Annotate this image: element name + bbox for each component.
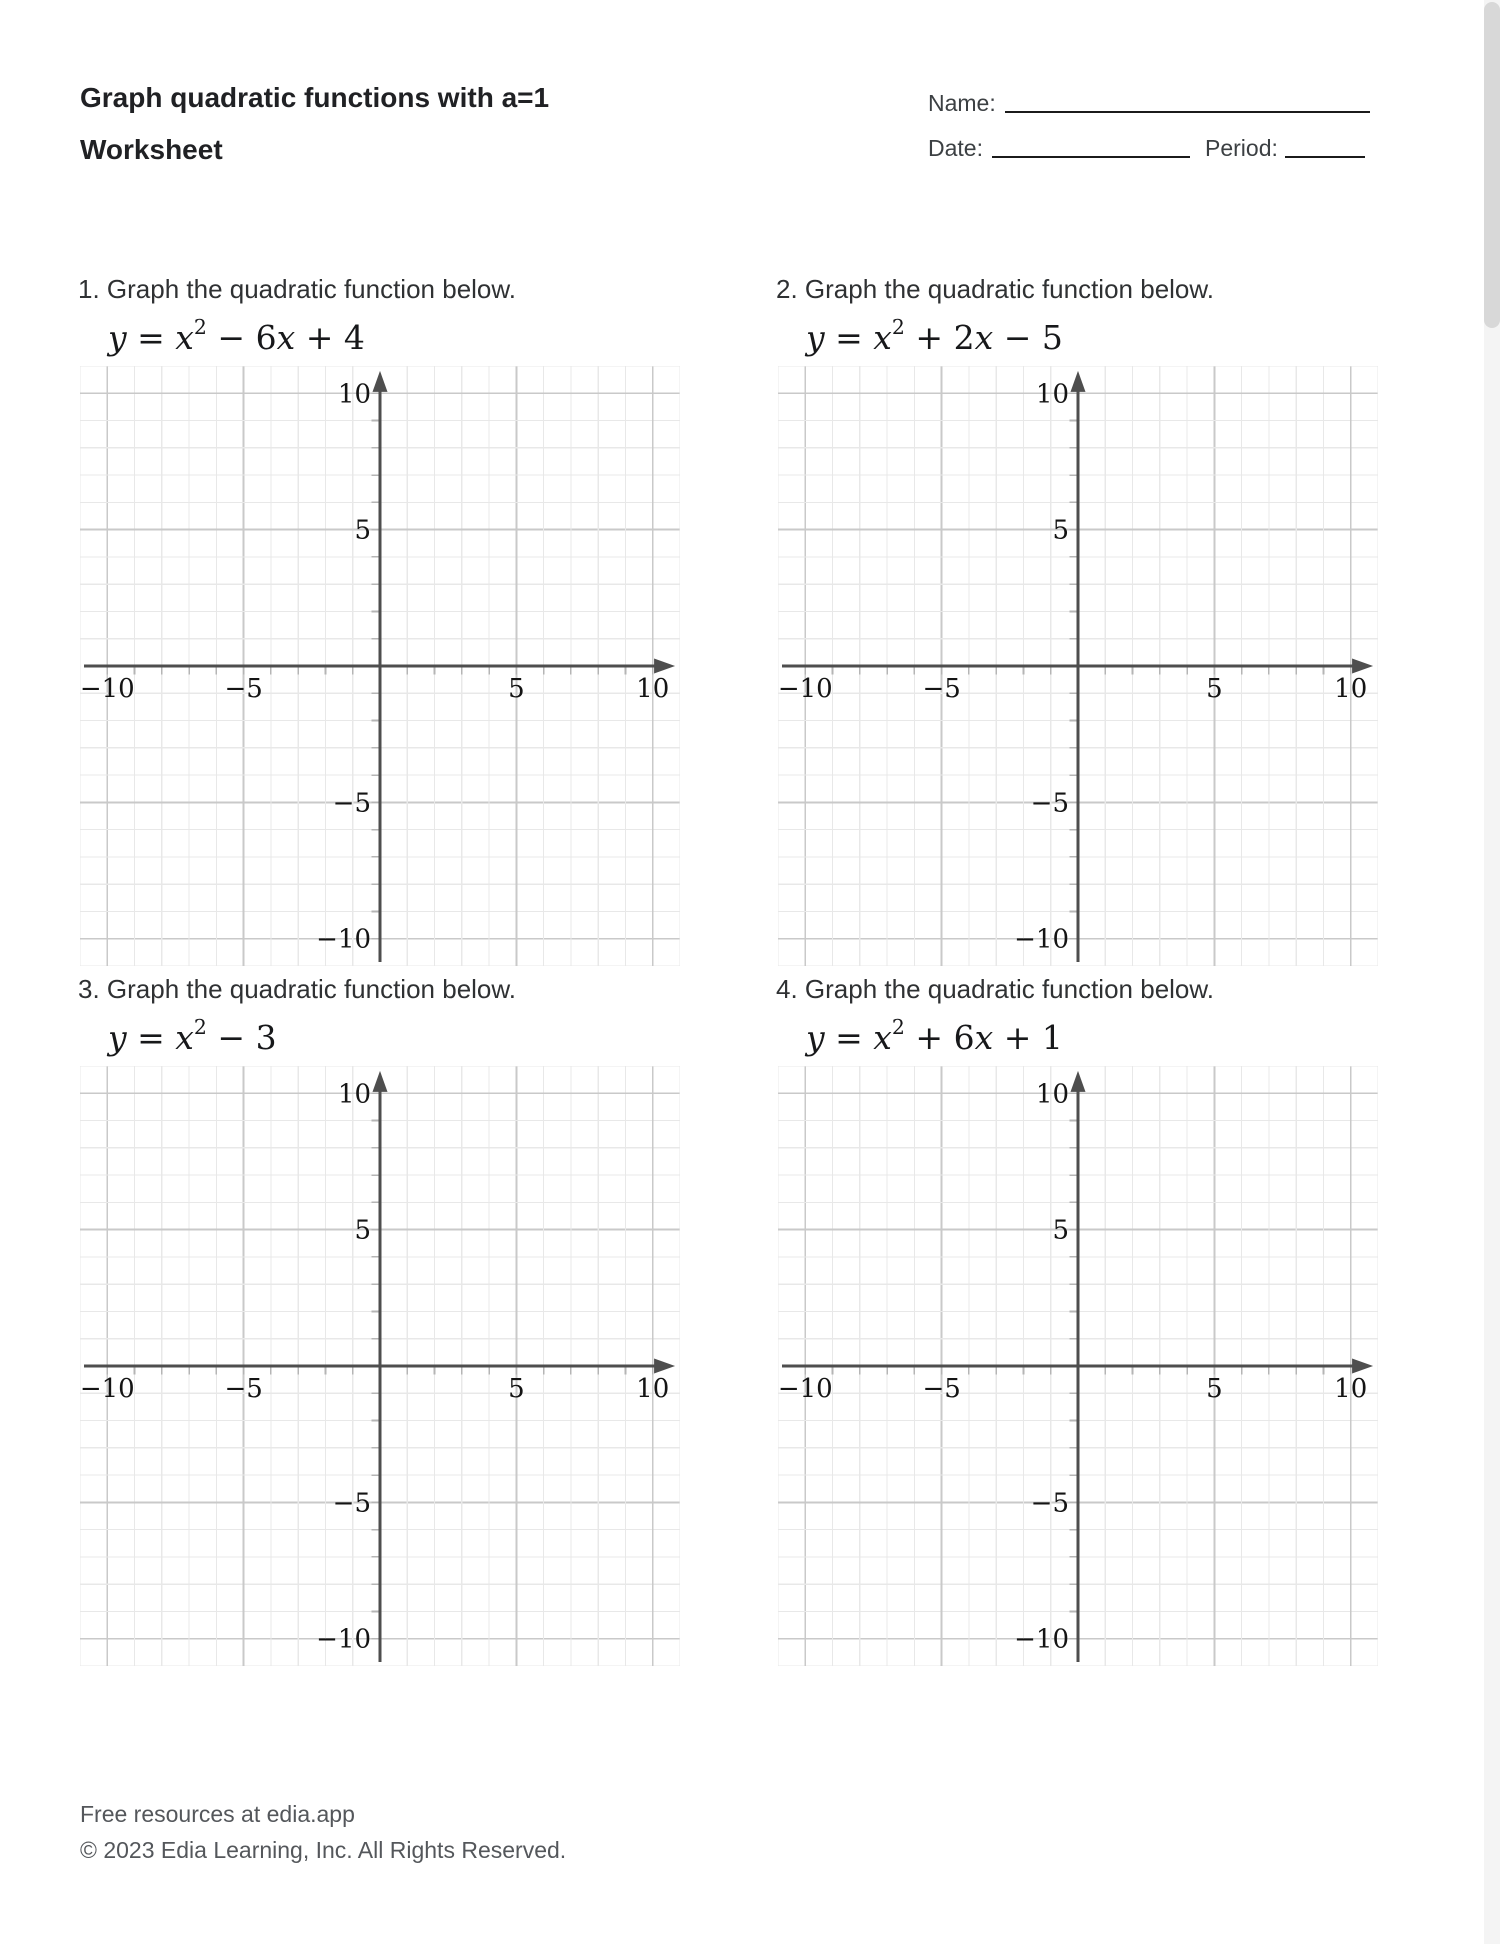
- svg-text:5: 5: [1206, 674, 1223, 704]
- page-footer: [80, 1796, 566, 1868]
- scrollbar-thumb[interactable]: [1484, 2, 1500, 328]
- date-underline: [992, 156, 1190, 158]
- svg-text:10: 10: [1035, 379, 1069, 410]
- page-title-line1: Graph quadratic functions with a=1: [80, 82, 550, 113]
- svg-text:−10: −10: [316, 1624, 371, 1655]
- problem-block: [78, 272, 688, 966]
- page-title: [80, 72, 549, 176]
- svg-text:−5: −5: [224, 674, 263, 704]
- svg-text:−5: −5: [332, 788, 371, 819]
- problem-equation: $y = x^2 - 6x + 4$: [108, 314, 365, 357]
- period-underline: [1285, 156, 1365, 158]
- svg-text:10: 10: [636, 674, 670, 704]
- svg-text:−10: −10: [1014, 924, 1069, 955]
- svg-text:−5: −5: [332, 1488, 371, 1519]
- svg-text:−10: −10: [778, 674, 833, 704]
- problem-prompt: 2. Graph the quadratic function below.: [776, 274, 1214, 304]
- problem-block: [78, 972, 688, 1666]
- problem-equation: $y = x^2 + 6x + 1$: [806, 1014, 1063, 1057]
- svg-text:−5: −5: [224, 1374, 263, 1404]
- svg-text:5: 5: [508, 674, 525, 704]
- footer-copyright-text: © 2023 Edia Learning, Inc. All Rights Reserved.: [80, 1837, 567, 1863]
- svg-text:5: 5: [1052, 1215, 1069, 1246]
- svg-text:10: 10: [1334, 674, 1368, 704]
- coordinate-grid: [778, 366, 1378, 966]
- footer-resources-text: Free resources at edia.app: [80, 1801, 355, 1827]
- svg-text:−10: −10: [316, 924, 371, 955]
- problem-equation: $y = x^2 - 3$: [108, 1014, 277, 1057]
- problem-equation: $y = x^2 + 2x - 5$: [806, 314, 1063, 357]
- name-label: Name:: [928, 90, 996, 116]
- svg-text:5: 5: [1052, 515, 1069, 546]
- svg-text:−10: −10: [778, 1374, 833, 1404]
- svg-text:−5: −5: [922, 674, 961, 704]
- svg-text:−10: −10: [1014, 1624, 1069, 1655]
- date-label: Date:: [928, 135, 983, 161]
- period-label: Period:: [1205, 135, 1278, 161]
- svg-text:5: 5: [354, 515, 371, 546]
- coordinate-grid: [80, 1066, 680, 1666]
- svg-text:10: 10: [1035, 1079, 1069, 1110]
- svg-text:5: 5: [508, 1374, 525, 1404]
- problem-prompt: 4. Graph the quadratic function below.: [776, 974, 1214, 1004]
- svg-text:−5: −5: [1030, 1488, 1069, 1519]
- svg-text:−5: −5: [1030, 788, 1069, 819]
- problem-block: [776, 272, 1386, 966]
- svg-text:−10: −10: [80, 674, 135, 704]
- coordinate-grid: [778, 1066, 1378, 1666]
- page-title-line2: Worksheet: [80, 134, 223, 165]
- svg-text:10: 10: [337, 1079, 371, 1110]
- coordinate-grid: [80, 366, 680, 966]
- svg-text:−5: −5: [922, 1374, 961, 1404]
- problem-block: [776, 972, 1386, 1666]
- svg-text:5: 5: [354, 1215, 371, 1246]
- scrollbar-track[interactable]: [1484, 0, 1500, 1944]
- svg-text:10: 10: [337, 379, 371, 410]
- problem-prompt: 1. Graph the quadratic function below.: [78, 274, 516, 304]
- name-underline: [1005, 111, 1370, 113]
- problem-prompt: 3. Graph the quadratic function below.: [78, 974, 516, 1004]
- svg-text:10: 10: [636, 1374, 670, 1404]
- svg-text:10: 10: [1334, 1374, 1368, 1404]
- svg-text:5: 5: [1206, 1374, 1223, 1404]
- svg-text:−10: −10: [80, 1374, 135, 1404]
